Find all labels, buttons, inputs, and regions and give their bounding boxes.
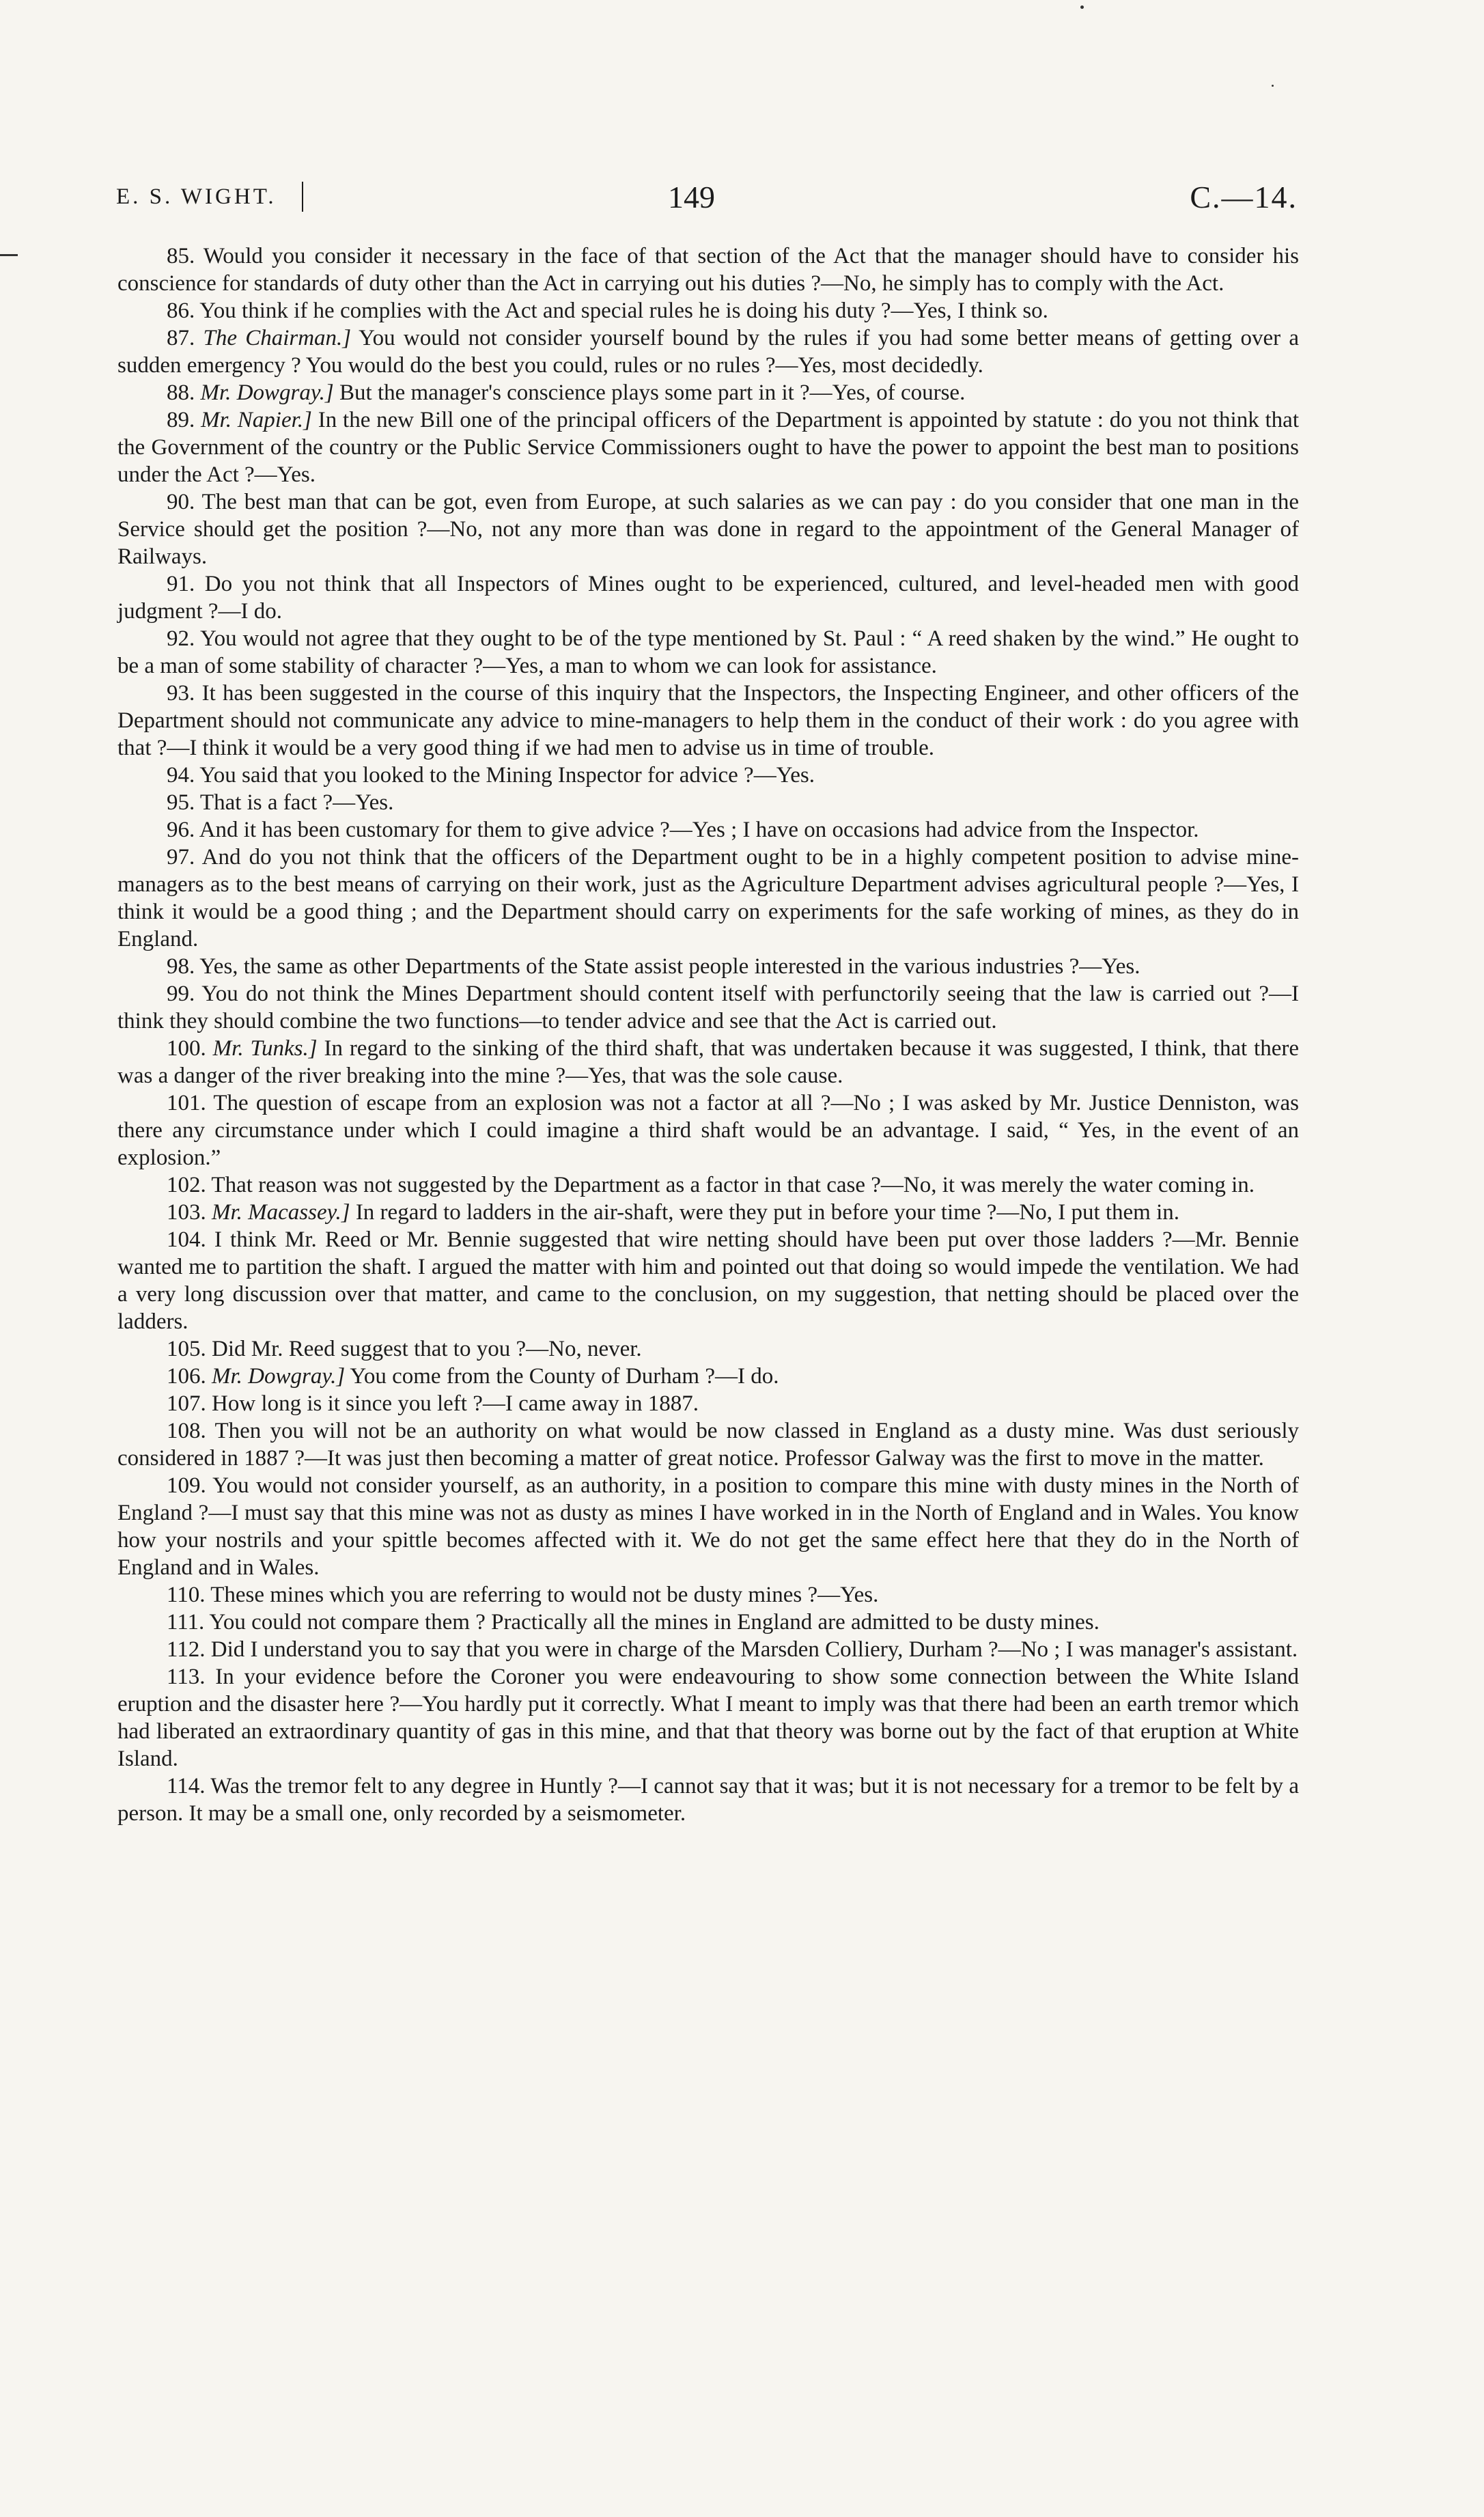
question-number: 109. bbox=[167, 1473, 206, 1498]
page-number: 149 bbox=[668, 180, 715, 214]
question-paragraph bbox=[117, 1663, 1299, 1772]
question-number: 110. bbox=[167, 1583, 206, 1607]
question-answer-text: That is a fact ?—Yes. bbox=[199, 790, 394, 815]
question-answer-text: And it has been customary for them to give advice ?—Yes ; I have on occasions had advice from the Inspector. bbox=[199, 818, 1199, 842]
question-paragraph bbox=[117, 980, 1299, 1035]
question-answer-text: I think Mr. Reed or Mr. Bennie suggested that wire netting should have been put over those ladders ?—Mr. Bennie wanted me to partition the shaft. I argued the matter with him and pointed out that doing so would impede the ventilation. We had a very long discussion over that matter, and came to the conclusion, on my suggestion, that netting should be placed over the ladders. bbox=[117, 1227, 1299, 1334]
question-paragraph bbox=[117, 762, 1299, 789]
question-number: 97. bbox=[167, 845, 195, 870]
question-answer-text: It has been suggested in the course of this inquiry that the Inspectors, the Inspecting Engineer, and other officers of the Department should not communicate any advice to mine-managers to help them in the conduct of their work : do you agree with that ?—I think it would be a very good thing if we had men to advise us in time of trouble. bbox=[117, 681, 1300, 760]
question-answer-text: You would not agree that they ought to be of the type mentioned by St. Paul : “ A reed shaken by the wind.” He ought to be a man of some stability of character ?—Yes, a man to whom we can look for assistance. bbox=[117, 626, 1299, 678]
question-paragraph bbox=[117, 1772, 1299, 1827]
question-number: 98. bbox=[167, 954, 195, 979]
question-paragraph bbox=[117, 406, 1299, 488]
question-paragraph bbox=[117, 789, 1299, 816]
question-answer-text: You come from the County of Durham ?—I do. bbox=[350, 1364, 779, 1389]
question-answer-text: And do you not think that the officers of the Department ought to be in a highly competent position to advise mine-managers as to the best means of carrying on their work, just as the Agriculture Department advises agricultural people ?—Yes, I think it would be a good thing ; and the Department should carry on experiments for the safe working of mines, as they do in England. bbox=[117, 845, 1299, 951]
question-number: 92. bbox=[167, 626, 195, 651]
question-number: 113. bbox=[167, 1665, 206, 1689]
question-answer-text: You do not think the Mines Department should content itself with perfunctorily seeing that the law is carried out ?—I think they should combine the two functions—to tender advice and see that the Act is carried out. bbox=[117, 982, 1299, 1033]
question-paragraph bbox=[117, 680, 1299, 762]
question-paragraph bbox=[117, 1171, 1299, 1199]
running-header bbox=[116, 179, 1298, 220]
question-answer-text: In your evidence before the Coroner you were endeavouring to show some connection between the White Island eruption and the disaster here ?—You hardly put it correctly. What I meant to imply was that there had been an earth tremor which had liberated an extraordinary quantity of gas in this mine, and that that theory was borne out by the fact of that eruption at White Island. bbox=[117, 1665, 1300, 1771]
question-number: 112. bbox=[167, 1637, 206, 1662]
question-answer-text: You think if he complies with the Act and special rules he is doing his duty ?—Yes, I think so. bbox=[199, 298, 1048, 323]
question-paragraph bbox=[117, 1035, 1299, 1089]
scan-speck bbox=[1272, 85, 1274, 87]
question-number: 101. bbox=[167, 1091, 206, 1115]
question-answer-text: Do you not think that all Inspectors of Mines ought to be experienced, cultured, and level-headed men with good judgment ?—I do. bbox=[117, 572, 1300, 624]
question-paragraph bbox=[117, 324, 1299, 379]
question-paragraph bbox=[117, 242, 1299, 297]
question-paragraph bbox=[117, 816, 1299, 844]
question-answer-text: The best man that can be got, even from Europe, at such salaries as we can pay : do you consider that one man in the Service should get the position ?—No, not any more than was done in regard to the appointment of the General Manager of Railways. bbox=[117, 490, 1299, 569]
question-paragraph bbox=[117, 1226, 1299, 1335]
scan-edge-mark bbox=[0, 254, 18, 256]
question-number: 86. bbox=[167, 298, 195, 323]
scan-speck bbox=[1080, 5, 1084, 9]
question-paragraph bbox=[117, 1581, 1299, 1609]
question-answer-text: Yes, the same as other Departments of the State assist people interested in the various industries ?—Yes. bbox=[199, 954, 1140, 979]
question-paragraph bbox=[117, 1472, 1299, 1581]
question-number: 102. bbox=[167, 1173, 206, 1197]
question-paragraph bbox=[117, 297, 1299, 324]
question-answer-text: In the new Bill one of the principal officers of the Department is appointed by statute : do you not think that the Government of the country or the Public Service Commissioners ought to have the power to appoint the best man to positions under the Act ?—Yes. bbox=[117, 408, 1299, 487]
question-number: 88. bbox=[167, 380, 195, 405]
question-number: 107. bbox=[167, 1391, 206, 1416]
speaker-label: The Chairman.] bbox=[203, 326, 352, 350]
speaker-label: Mr. Napier.] bbox=[201, 408, 312, 432]
question-paragraph bbox=[117, 1335, 1299, 1363]
question-answer-text: You said that you looked to the Mining Inspector for advice ?—Yes. bbox=[199, 763, 815, 788]
question-answer-text: Did Mr. Reed suggest that to you ?—No, never. bbox=[212, 1337, 642, 1361]
question-number: 105. bbox=[167, 1337, 206, 1361]
question-answer-text: Would you consider it necessary in the face of that section of the Act that the manager should have to consider his conscience for standards of duty other than the Act in carrying out his duties ?—No, he simply has to comply with the Act. bbox=[117, 244, 1300, 296]
header-witness-name: E. S. WIGHT. bbox=[116, 184, 277, 209]
question-number: 94. bbox=[167, 763, 195, 788]
speaker-label: Mr. Tunks.] bbox=[212, 1036, 318, 1061]
question-number: 108. bbox=[167, 1419, 206, 1443]
question-paragraph bbox=[117, 625, 1299, 680]
question-answer-text: These mines which you are referring to would not be dusty mines ?—Yes. bbox=[210, 1583, 879, 1607]
question-number: 104. bbox=[167, 1227, 206, 1252]
question-answer-text: Did I understand you to say that you were in charge of the Marsden Colliery, Durham ?—No ; I was manager's assistant. bbox=[210, 1637, 1298, 1662]
question-number: 111. bbox=[167, 1610, 205, 1635]
testimony-body bbox=[117, 242, 1299, 1827]
question-number: 85. bbox=[167, 244, 195, 268]
question-number: 103. bbox=[167, 1200, 206, 1225]
question-paragraph bbox=[117, 1089, 1299, 1171]
question-number: 87. bbox=[167, 326, 195, 350]
question-number: 100. bbox=[167, 1036, 206, 1061]
question-answer-text: You could not compare them ? Practically all the mines in England are admitted to be dusty mines. bbox=[209, 1610, 1100, 1635]
question-paragraph bbox=[117, 1390, 1299, 1417]
question-answer-text: You would not consider yourself bound by the rules if you had some better means of getting over a sudden emergency ? You would do the best you could, rules or no rules ?—Yes, most decidedly. bbox=[117, 326, 1300, 378]
question-paragraph bbox=[117, 1199, 1299, 1226]
question-paragraph bbox=[117, 379, 1299, 406]
question-answer-text: In regard to ladders in the air-shaft, were they put in before your time ?—No, I put them in. bbox=[355, 1200, 1180, 1225]
question-paragraph bbox=[117, 844, 1299, 953]
question-number: 96. bbox=[167, 818, 195, 842]
question-answer-text: In regard to the sinking of the third shaft, that was undertaken because it was suggested, I think, that there was a danger of the river breaking into the mine ?—Yes, that was the sole cause. bbox=[117, 1036, 1300, 1088]
document-reference: C.—14. bbox=[1190, 180, 1298, 214]
question-paragraph bbox=[117, 1363, 1299, 1390]
question-number: 95. bbox=[167, 790, 195, 815]
question-answer-text: Was the tremor felt to any degree in Huntly ?—I cannot say that it was; but it is not necessary for a tremor to be felt by a person. It may be a small one, only recorded by a seismometer. bbox=[117, 1774, 1299, 1826]
question-paragraph bbox=[117, 570, 1299, 625]
question-answer-text: How long is it since you left ?—I came away in 1887. bbox=[212, 1391, 699, 1416]
question-answer-text: You would not consider yourself, as an authority, in a position to compare this mine with dusty mines in the North of England ?—I must say that this mine was not as dusty as mines I have worked in in the North of England and in Wales. You know how your nostrils and your spittle becomes affected with it. We do not get the same effect here that they do in the North of England and in Wales. bbox=[117, 1473, 1299, 1580]
question-paragraph bbox=[117, 1609, 1299, 1636]
question-number: 114. bbox=[167, 1774, 206, 1798]
question-number: 89. bbox=[167, 408, 195, 432]
question-number: 91. bbox=[167, 572, 195, 596]
question-answer-text: The question of escape from an explosion was not a factor at all ?—No ; I was asked by Mr. Justice Denniston, was there any circumstance under which I could imagine a third shaft would be an advantage. I said, “ Yes, in the event of an explosion.” bbox=[117, 1091, 1300, 1170]
question-paragraph bbox=[117, 1636, 1299, 1663]
question-answer-text: That reason was not suggested by the Department as a factor in that case ?—No, it was merely the water coming in. bbox=[211, 1173, 1255, 1197]
question-answer-text: Then you will not be an authority on what would be now classed in England as a dusty mine. Was dust seriously considered in 1887 ?—It was just then becoming a matter of great notice. Professor Galway was the first to move in the matter. bbox=[117, 1419, 1299, 1471]
question-number: 90. bbox=[167, 490, 195, 514]
question-number: 99. bbox=[167, 982, 195, 1006]
question-number: 106. bbox=[167, 1364, 206, 1389]
question-paragraph bbox=[117, 1417, 1299, 1472]
question-answer-text: But the manager's conscience plays some part in it ?—Yes, of course. bbox=[339, 380, 966, 405]
speaker-label: Mr. Macassey.] bbox=[212, 1200, 350, 1225]
question-number: 93. bbox=[167, 681, 195, 706]
speaker-label: Mr. Dowgray.] bbox=[200, 380, 334, 405]
speaker-label: Mr. Dowgray.] bbox=[212, 1364, 346, 1389]
question-paragraph bbox=[117, 953, 1299, 980]
question-paragraph bbox=[117, 488, 1299, 570]
header-bracket bbox=[302, 182, 303, 212]
